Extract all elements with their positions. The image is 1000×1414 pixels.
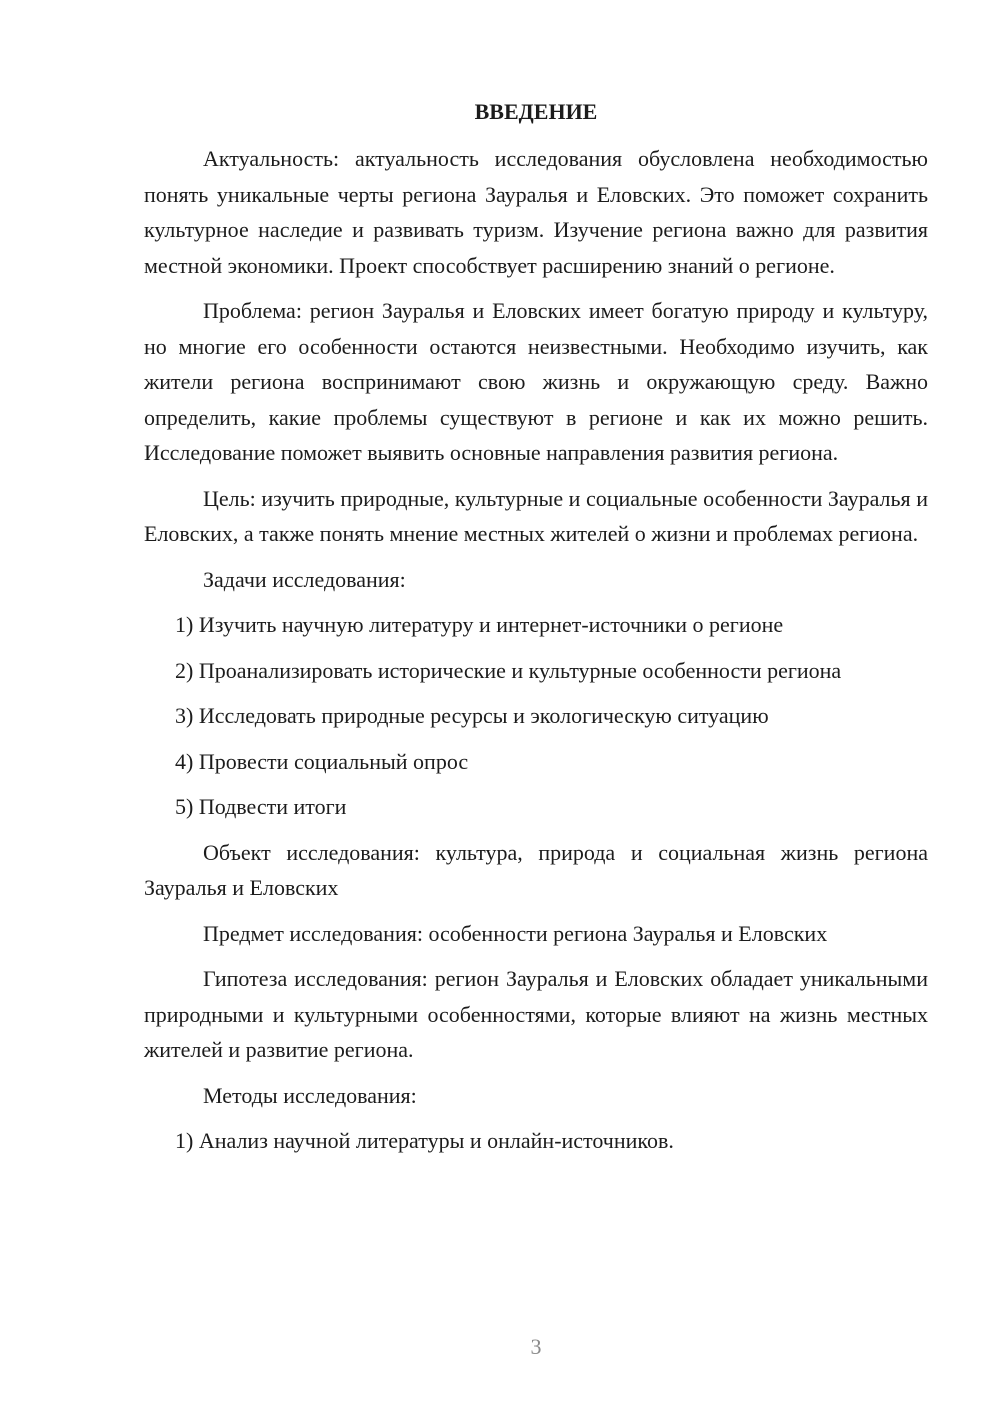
tasks-heading: Задачи исследования:: [203, 566, 406, 592]
hypothesis-paragraph: Гипотеза исследования: регион Зауралья и Еловских обладает уникальными природными и культурными особенностями, которые влияют на жизнь местных жителей и развитие региона.: [144, 966, 928, 1062]
task-item-5: 5) Подвести итоги: [175, 794, 347, 819]
task-item-4: 4) Провести социальный опрос: [175, 748, 469, 774]
problem-paragraph: Проблема: регион Зауралья и Еловских имеет богатую природу и культуру, но многие его особенности остаются неизвестными. Необходимо изучить, как жители региона воспринимают свою жизнь и окружающую среду. Важно определить, какие проблемы существуют в регионе и как их можно решить. Исследование поможет выявить основные направления развития региона.: [144, 298, 928, 465]
page-content: [144, 94, 928, 1169]
task-item-2: 2) Проанализировать исторические и культурные особенности региона: [175, 657, 842, 683]
goal-paragraph: Цель: изучить природные, культурные и социальные особенности Зауралья и Еловских, а также понять мнение местных жителей о жизни и проблемах региона.: [144, 485, 928, 546]
object-paragraph: Объект исследования: культура, природа и социальная жизнь региона Зауралья и Еловских: [144, 839, 928, 900]
section-title: ВВЕДЕНИЕ: [474, 99, 598, 124]
subject-paragraph: Предмет исследования: особенности региона Зауралья и Еловских: [203, 920, 828, 946]
task-item-3: 3) Исследовать природные ресурсы и экологическую ситуацию: [175, 703, 769, 728]
method-item-1: 1) Анализ научной литературы и онлайн-источников.: [175, 1128, 674, 1153]
task-item-1: 1) Изучить научную литературу и интернет-источники о регионе: [175, 612, 784, 637]
methods-heading: Методы исследования:: [203, 1082, 417, 1108]
relevance-paragraph: Актуальность: актуальность исследования обусловлена необходимостью понять уникальные черты региона Зауралья и Еловских. Это поможет сохранить культурное наследие и развивать туризм. Изучение региона важно для развития местной экономики. Проект способствует расширению знаний о регионе.: [144, 146, 928, 278]
page-number: 3: [530, 1334, 542, 1359]
